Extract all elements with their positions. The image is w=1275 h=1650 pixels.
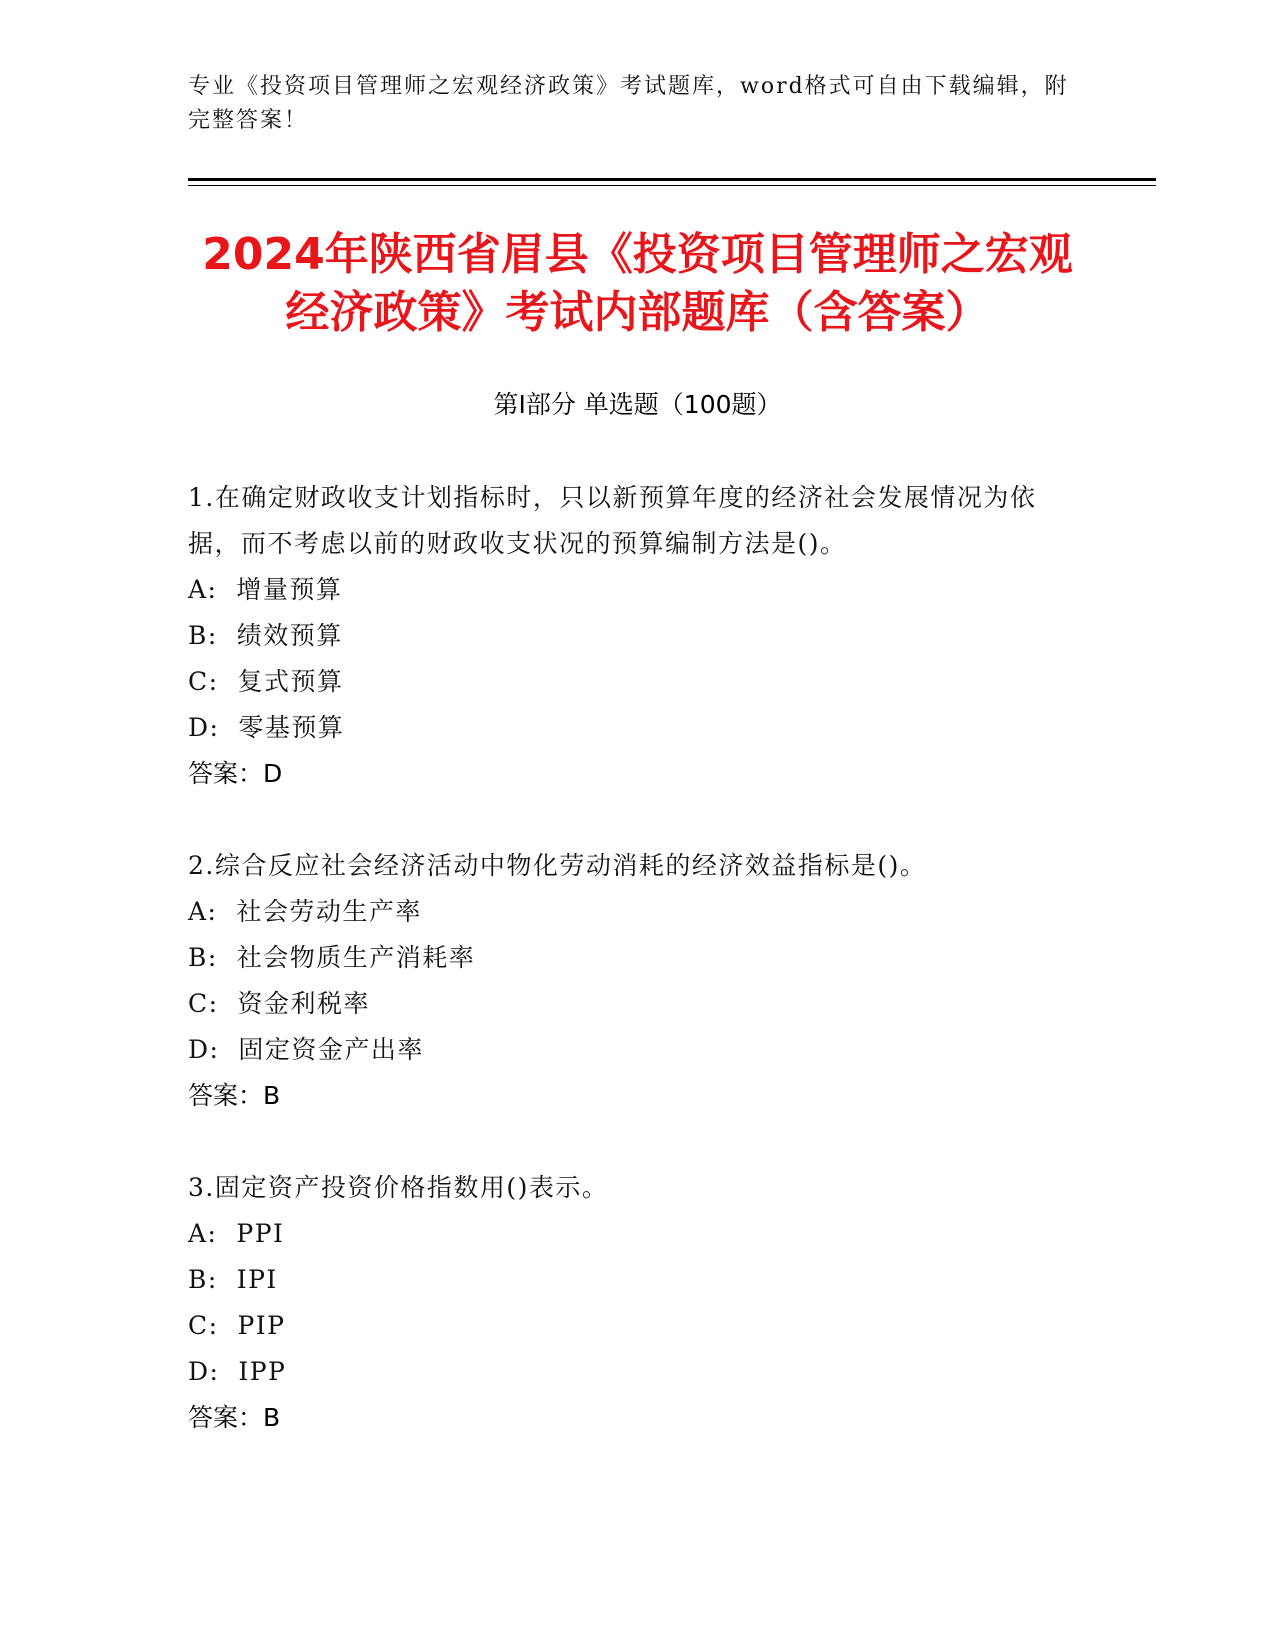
title-line-1: 2024年陕西省眉县《投资项目管理师之宏观 — [202, 229, 1073, 280]
option-b: B: IPI — [188, 1265, 278, 1294]
option-d: D: 固定资金产出率 — [188, 1035, 424, 1064]
section-heading: 第I部分 单选题（100题） — [493, 390, 782, 419]
option-c: C: 资金利税率 — [188, 989, 370, 1018]
option-b: B: 绩效预算 — [188, 621, 343, 650]
option-a: A: 社会劳动生产率 — [188, 897, 422, 926]
answer: 答案：D — [188, 759, 283, 788]
question-1 — [188, 475, 1088, 797]
question-text: 2.综合反应社会经济活动中物化劳动消耗的经济效益指标是()。 — [188, 851, 927, 880]
question-list — [188, 475, 1088, 1441]
option-c: C: 复式预算 — [188, 667, 344, 696]
question-2 — [188, 843, 1088, 1119]
option-b: B: 社会物质生产消耗率 — [188, 943, 476, 972]
option-d: D: 零基预算 — [188, 713, 345, 742]
title-line-2: 经济政策》考试内部题库（含答案） — [285, 287, 990, 338]
header-note: 专业《投资项目管理师之宏观经济政策》考试题库，word格式可自由下载编辑，附完整答案！ — [188, 74, 1069, 133]
option-d: D: IPP — [188, 1357, 287, 1386]
question-text: 1.在确定财政收支计划指标时，只以新预算年度的经济社会发展情况为依据，而不考虑以前的财政收支状况的预算编制方法是()。 — [188, 483, 1037, 558]
question-3 — [188, 1165, 1088, 1441]
header-divider-thick — [188, 178, 1156, 181]
option-a: A: PPI — [188, 1219, 285, 1248]
option-a: A: 增量预算 — [188, 575, 343, 604]
answer: 答案：B — [188, 1081, 281, 1110]
header-divider-thin — [188, 185, 1156, 186]
answer: 答案：B — [188, 1403, 281, 1432]
document-title — [120, 226, 1155, 342]
option-c: C: PIP — [188, 1311, 286, 1340]
question-text: 3.固定资产投资价格指数用()表示。 — [188, 1173, 609, 1202]
